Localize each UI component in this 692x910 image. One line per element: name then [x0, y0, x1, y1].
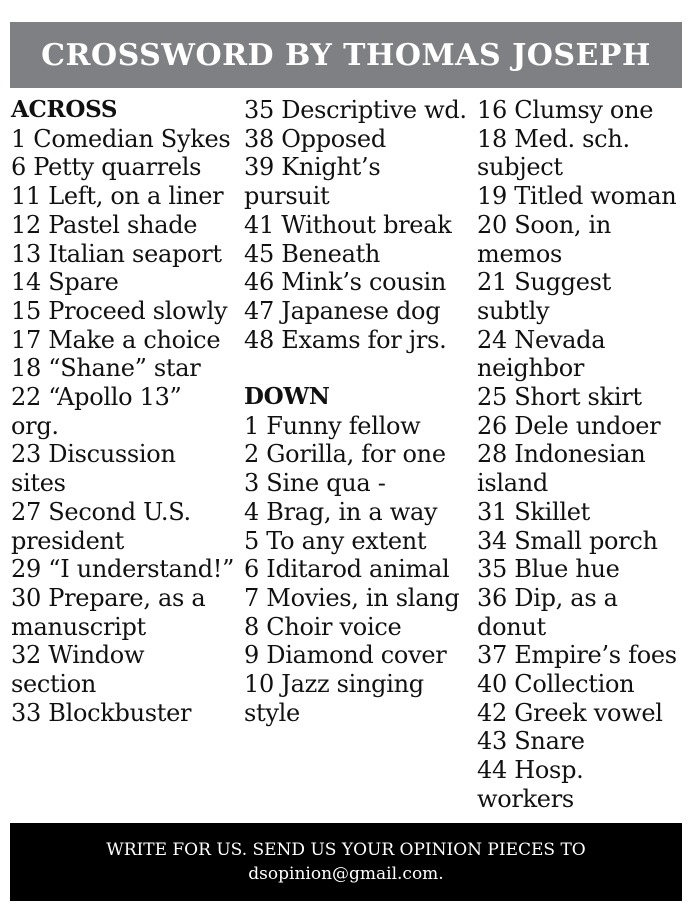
across-clue: 11 Left, on a liner — [11, 182, 224, 211]
down-clue: 3 Sine qua - — [244, 469, 386, 498]
down-clue: 10 Jazz singing style — [244, 670, 424, 727]
down-clue: 24 Nevada neighbor — [477, 325, 606, 383]
down-clue: 7 Movies, in slang — [244, 583, 460, 612]
across-clue: 47 Japanese dog — [244, 296, 441, 325]
down-clue: 35 Blue hue — [477, 555, 620, 584]
title-banner — [10, 22, 682, 88]
across-clue: 23 Discussion sites — [11, 440, 176, 498]
across-clue: 14 Spare — [11, 268, 119, 297]
down-clue: 28 Indonesian island — [477, 440, 646, 498]
down-clue: 16 Clumsy one — [477, 96, 654, 124]
across-clue: 1 Comedian Sykes — [11, 124, 231, 153]
down-clue: 21 Suggest subtly — [477, 268, 611, 325]
across-clue: 12 Pastel shade — [11, 210, 198, 239]
clue-column-1 — [11, 96, 236, 727]
opinion-footer-banner — [10, 823, 682, 901]
across-clue: 41 Without break — [244, 210, 452, 239]
down-clue: 34 Small porch — [477, 526, 658, 555]
across-clue: 32 Window section — [11, 641, 145, 699]
down-clue: 43 Snare — [477, 727, 585, 756]
down-clue: 2 Gorilla, for one — [244, 440, 446, 469]
down-clue: 5 To any extent — [244, 526, 427, 555]
across-clue: 17 Make a choice — [11, 325, 221, 354]
down-clue: 44 Hosp. workers — [477, 756, 584, 813]
across-clue: 38 Opposed — [244, 124, 386, 153]
down-clue: 9 Diamond cover — [244, 641, 447, 670]
down-clue: 36 Dip, as a donut — [477, 583, 618, 641]
across-clue: 13 Italian seaport — [11, 239, 222, 268]
down-clue: 6 Iditarod animal — [244, 555, 450, 584]
clue-column-2 — [244, 96, 469, 727]
footer-email: dsopinion@gmail.com. — [248, 864, 444, 884]
down-clue: 37 Empire’s foes — [477, 641, 677, 670]
across-clue: 35 Descriptive wd. — [244, 96, 467, 124]
across-clue: 18 “Shane” star — [11, 354, 201, 383]
page-title: CROSSWORD BY THOMAS JOSEPH — [41, 37, 651, 73]
down-clue: 4 Brag, in a way — [244, 497, 438, 526]
section-gap — [244, 354, 469, 383]
across-clue: 22 “Apollo 13” org. — [11, 383, 182, 440]
down-clue: 31 Skillet — [477, 497, 591, 526]
down-clue: 25 Short skirt — [477, 383, 642, 412]
down-clue: 20 Soon, in memos — [477, 210, 612, 268]
across-clue: 29 “I understand!” — [11, 555, 235, 584]
down-heading: DOWN — [244, 383, 330, 411]
clue-column-3 — [477, 96, 687, 814]
down-clue: 26 Dele undoer — [477, 411, 661, 440]
down-clue: 1 Funny fellow — [244, 411, 421, 440]
footer-text: WRITE FOR US. SEND US YOUR OPINION PIECES TO — [106, 840, 586, 860]
across-heading: ACROSS — [11, 96, 118, 123]
across-clue: 27 Second U.S. president — [11, 497, 191, 555]
across-clue: 46 Mink’s cousin — [244, 268, 446, 297]
down-clue: 40 Collection — [477, 670, 635, 699]
across-clue: 15 Proceed slowly — [11, 296, 228, 325]
across-clue: 48 Exams for jrs. — [244, 325, 447, 354]
down-clue: 18 Med. sch. subject — [477, 124, 630, 182]
across-clue: 45 Beneath — [244, 239, 381, 268]
across-clue: 33 Blockbuster — [11, 698, 192, 727]
down-clue: 42 Greek vowel — [477, 698, 663, 727]
across-clue: 39 Knight’s pursuit — [244, 153, 381, 211]
across-clue: 30 Prepare, as a manuscript — [11, 583, 206, 641]
across-clue: 6 Petty quarrels — [11, 153, 202, 182]
down-clue: 19 Titled woman — [477, 182, 677, 211]
down-clue: 8 Choir voice — [244, 612, 402, 641]
